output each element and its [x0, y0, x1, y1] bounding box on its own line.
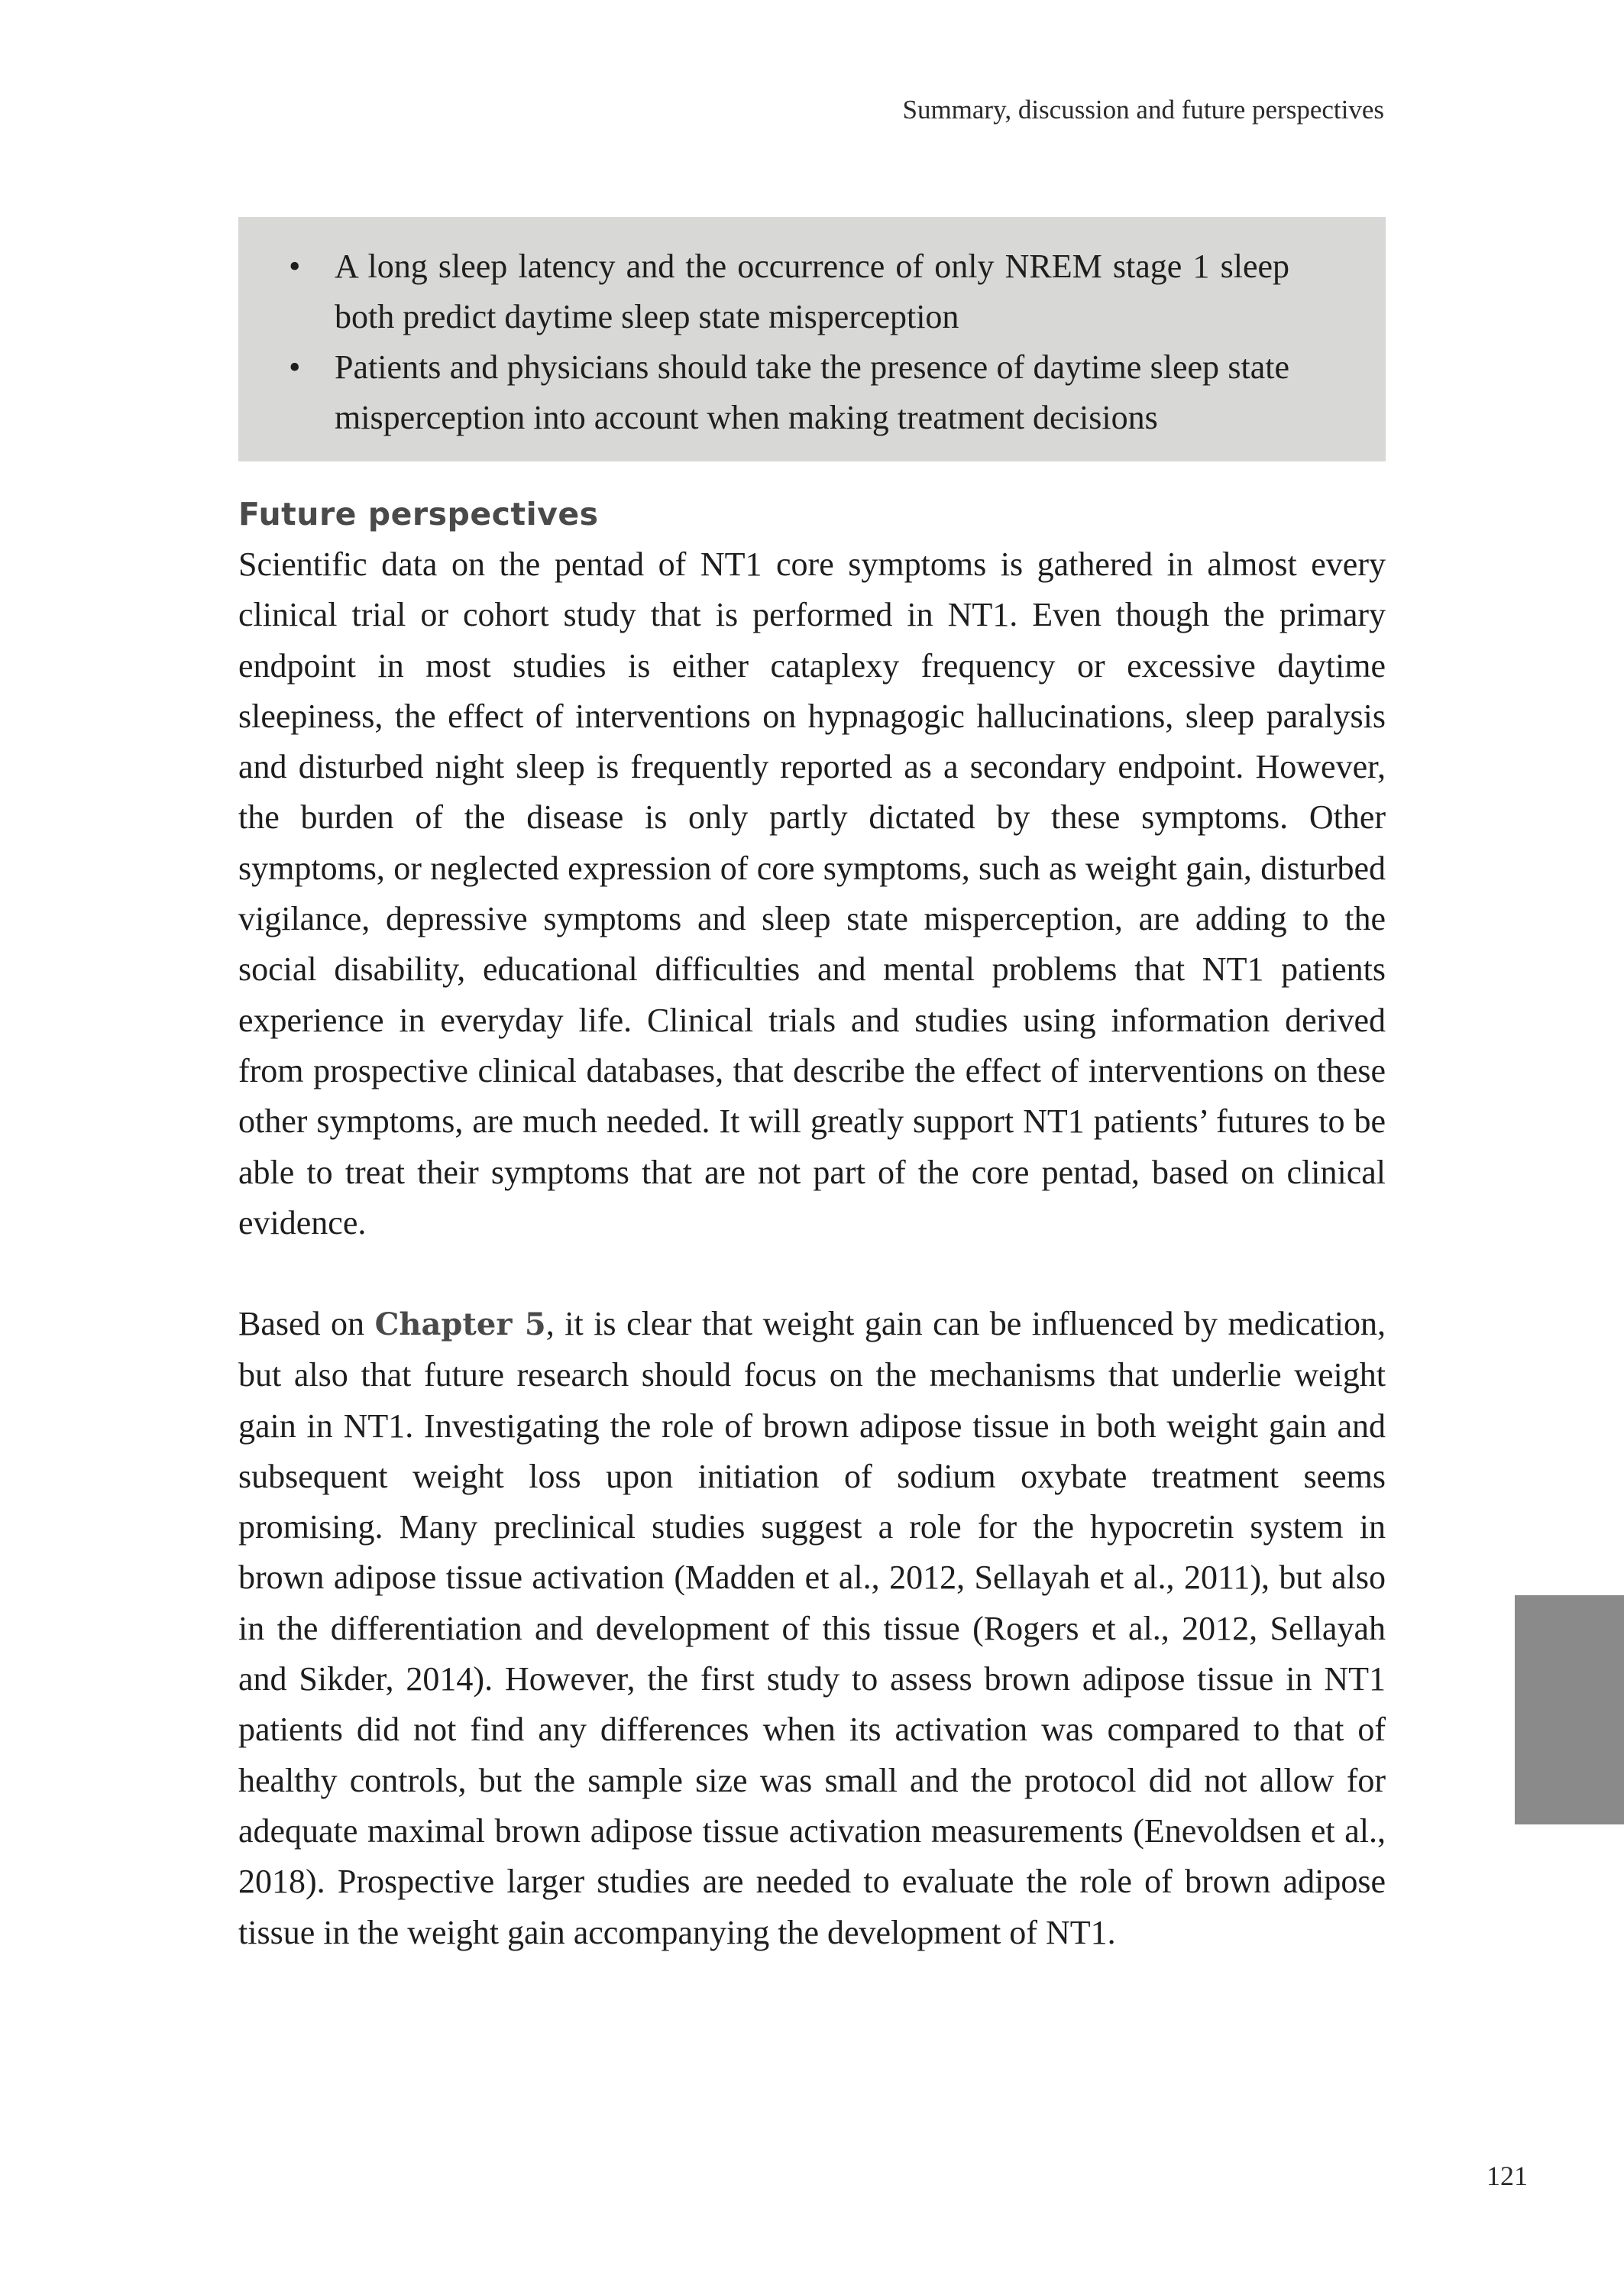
- body-paragraph: Scientific data on the pentad of NT1 core symptoms is gathered in almost every clinical trial or cohort study that is performed in NT1. Even though the primary endpoint in most studies is either cataplexy frequency or excessive daytime sleepiness, the effect of interventions on hypnagogic hallucinations, sleep paralysis and disturbed night sleep is frequently reported as a secondary endpoint. However, the burden of the disease is only partly dictated by these symptoms. Other symptoms, or neglected expression of core symptoms, such as weight gain, disturbed vigilance, depressive symptoms and sleep state misperception, are adding to the social disability, educational difficulties and mental problems that NT1 patients experience in everyday life. Clinical trials and studies using information derived from prospective clinical databases, that describe the effect of interventions on these other symptoms, are much needed. It will greatly support NT1 patients’ futures to be able to treat their symptoms that are not part of the core pentad, based on clinical evidence.: [238, 545, 1386, 1242]
- body-paragraph: [238, 1299, 1386, 1958]
- summary-box: [238, 217, 1386, 461]
- paragraph-text: , it is clear that weight gain can be influenced by medication, but also that future research should focus on the mechanisms that underlie weight gain in NT1. Investigating the role of brown adipose tissue in both weight gain and subsequent weight loss upon initiation of sodium oxybate treatment seems promising. Many preclinical studies suggest a role for the hypocretin system in brown adipose tissue activation (Madden et al., 2012, Sellayah et al., 2011), but also in the differentiation and development of this tissue (Rogers et al., 2012, Sellayah and Sikder, 2014). However, the first study to assess brown adipose tissue in NT1 patients did not find any differences when its activation was compared to that of healthy controls, but the sample size was small and the protocol did not allow for adequate maximal brown adipose tissue activation measurements (Enevoldsen et al., 2018). Prospective larger studies are needed to evaluate the role of brown adipose tissue in the weight gain accompanying the development of NT1.: [238, 1305, 1386, 1951]
- summary-bullet-text: Patients and physicians should take the presence of daytime sleep state misperception into account when making treatment decisions: [335, 348, 1289, 436]
- bullet-icon: •: [289, 248, 301, 285]
- running-header: Summary, discussion and future perspectives: [902, 95, 1384, 125]
- summary-bullet-item: [289, 241, 1289, 342]
- section-heading: Future perspectives: [238, 496, 599, 533]
- bullet-icon: •: [289, 348, 301, 386]
- chapter-thumb-tab: [1515, 1595, 1624, 1824]
- summary-bullet-text: A long sleep latency and the occurrence of only NREM stage 1 sleep both predict daytime sleep state misperception: [335, 248, 1289, 335]
- paragraph-text: Based on: [238, 1305, 375, 1342]
- summary-bullet-item: [289, 342, 1289, 443]
- page-number: 121: [1487, 2161, 1528, 2191]
- summary-bullet-list: [289, 241, 1289, 443]
- chapter-reference: Chapter 5: [374, 1306, 546, 1342]
